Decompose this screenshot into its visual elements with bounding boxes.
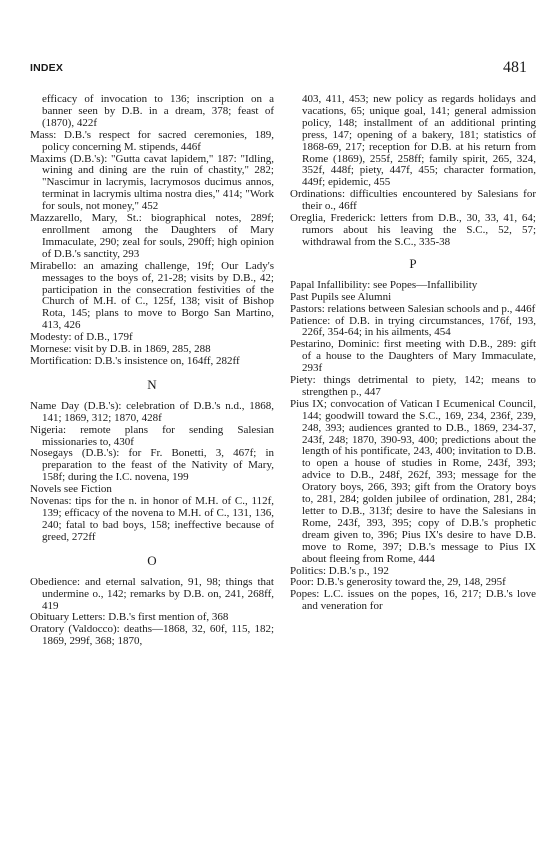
index-entry: Name Day (D.B.'s): celebration of D.B.'s n.d., 1868, 141; 1869, 312; 1870, 428f [30,399,274,424]
index-entry: Obedience: and eternal salvation, 91, 98; things that undermine o., 142; remarks by D.B. on, 241, 268ff, 419 [30,575,274,612]
running-head: INDEX [30,62,64,74]
index-entry: Patience: of D.B. in trying circumstances, 176f, 193, 226f, 354-64; in his ailments, 454 [290,314,536,339]
index-entry: Oreglia, Frederick: letters from D.B., 30, 33, 41, 64; rumors about his leaving the S.C., 52, 57; withdrawal from the S.C., 335-38 [290,212,536,248]
index-entry: Piety: things detrimental to piety, 142; means to strengthen p., 447 [290,374,536,398]
index-entry: Mornese: visit by D.B. in 1869, 285, 288 [30,343,211,356]
index-entry: Pastors: relations between Salesian schools and p., 446f [290,302,536,315]
index-entry: Mirabello: an amazing challenge, 19f; Our Lady's messages to the boys of, 21-28; visits by D.B., 42; participation in the consecration festivities of the Church of M.H. of C., 125f, 138; visit of Bishop Rota, 145; plans to move to Borgo San Martino, 413, 426 [30,259,274,332]
index-entry: Nosegays (D.B.'s): for Fr. Bonetti, 3, 467f; in preparation to the feast of the Nativity of Mary, 158f; during the I.C. novena, 199 [30,447,274,484]
index-entry: Novenas: tips for the n. in honor of M.H. of C., 112f, 139; efficacy of the novena to M.H. of C., 131, 136, 240; fatal to bad boys, 158; ineffective because of greed, 272ff [30,495,274,543]
section-letter-o: O [147,552,157,568]
index-entry: Nigeria: remote plans for sending Salesian missionaries to, 430f [30,423,274,448]
index-entry: Popes: L.C. issues on the popes, 16, 217; D.B.'s love and veneration for [290,588,536,613]
index-entry: efficacy of invocation to 136; inscription on a banner seen by D.B. in a dream, 378; feast of (1870), 422f [42,93,274,129]
index-entry: Papal Infallibility: see Popes—Infallibility [290,278,478,291]
index-column-left [30,94,274,648]
page-header [0,59,559,82]
section-letter-n: N [147,376,157,392]
index-entry: Mass: D.B.'s respect for sacred ceremonies, 189, policy concerning M. stipends, 446f [30,128,274,153]
index-entry: Pestarino, Dominic: first meeting with D.B., 289: gift of a house to the Daughters of Mary Immaculate, 293f [290,338,536,375]
index-entry: Politics: D.B.'s p., 192 [290,564,389,577]
index-entry: 403, 411, 453; new policy as regards holidays and vacations, 65; unique goal, 141; general admission policy, 148; installment of an additional printing press, 147; opening of a bakery, 181; statistics of 1868-69, 217; reception for D.B. at his return from Rome (1869), 255f, 258ff; family spirit, 265, 324, 352f, 448f; piety, 447f, 455; character formation, 449f; epidemic, 455 [302,93,536,189]
index-entry: Oratory (Valdocco): deaths—1868, 32, 60f, 115, 182; 1869, 299f, 368; 1870, [30,623,274,648]
index-entry: Poor: D.B.'s generosity toward the, 29, 148, 295f [290,576,506,589]
index-entry: Past Pupils see Alumni [290,290,392,303]
index-entry: Modesty: of D.B., 179f [30,331,133,344]
index-entry: Maxims (D.B.'s): "Gutta cavat lapidem," 187: "Idling, wining and dining are the ruin of chastity," 282; "Nascimur in lacrymis, lacrymosos ducimus annos, terminat in lacrymis ultima nostra dies," 414; "Work for souls, not money," 452 [30,152,274,213]
section-letter-p: P [409,255,417,271]
index-column-right [290,94,536,613]
index-entry: Mortification: D.B.'s insistence on, 164ff, 282ff [30,354,240,367]
index-entry: Pius IX; convocation of Vatican I Ecumenical Council, 144; goodwill toward the S.C., 169, 234, 236f, 239, 248, 393; audiences granted to D.B., 1869, 234-37, 243f, 248; 1870, 390-93, 400; predictions about the length of his pontificate, 243, 400; invitation to D.B. to open a house of studies in Rome, 243f, 393; advice to D.B., 248f, 262f, 393; message for the Oratory boys, 266, 393; gift from the Oratory boys to, 281, 284; golden jubilee of ordination, 281, 284; letter to D.B., 313f; desire to have the Salesians in Rome, 243f, 393, 395; copy of D.B.'s prophetic dream given to, 396; Pius IX's desire to have D.B. move to Rome, 397; D.B.'s message to Pius IX about fleeing from Rome, 444 [290,397,536,565]
page-number: 481 [503,59,527,76]
index-entry: Ordinations: difficulties encountered by Salesians for their o., 46ff [290,188,536,213]
index-entry: Novels see Fiction [30,483,112,496]
index-entry: Mazzarello, Mary, St.: biographical notes, 289f; enrollment among the Daughters of Mary Immaculate, 290; zeal for souls, 290ff; high opinion of D.B.'s sanctity, 293 [30,212,274,260]
index-entry: Obituary Letters: D.B.'s first mention of, 368 [30,611,229,624]
